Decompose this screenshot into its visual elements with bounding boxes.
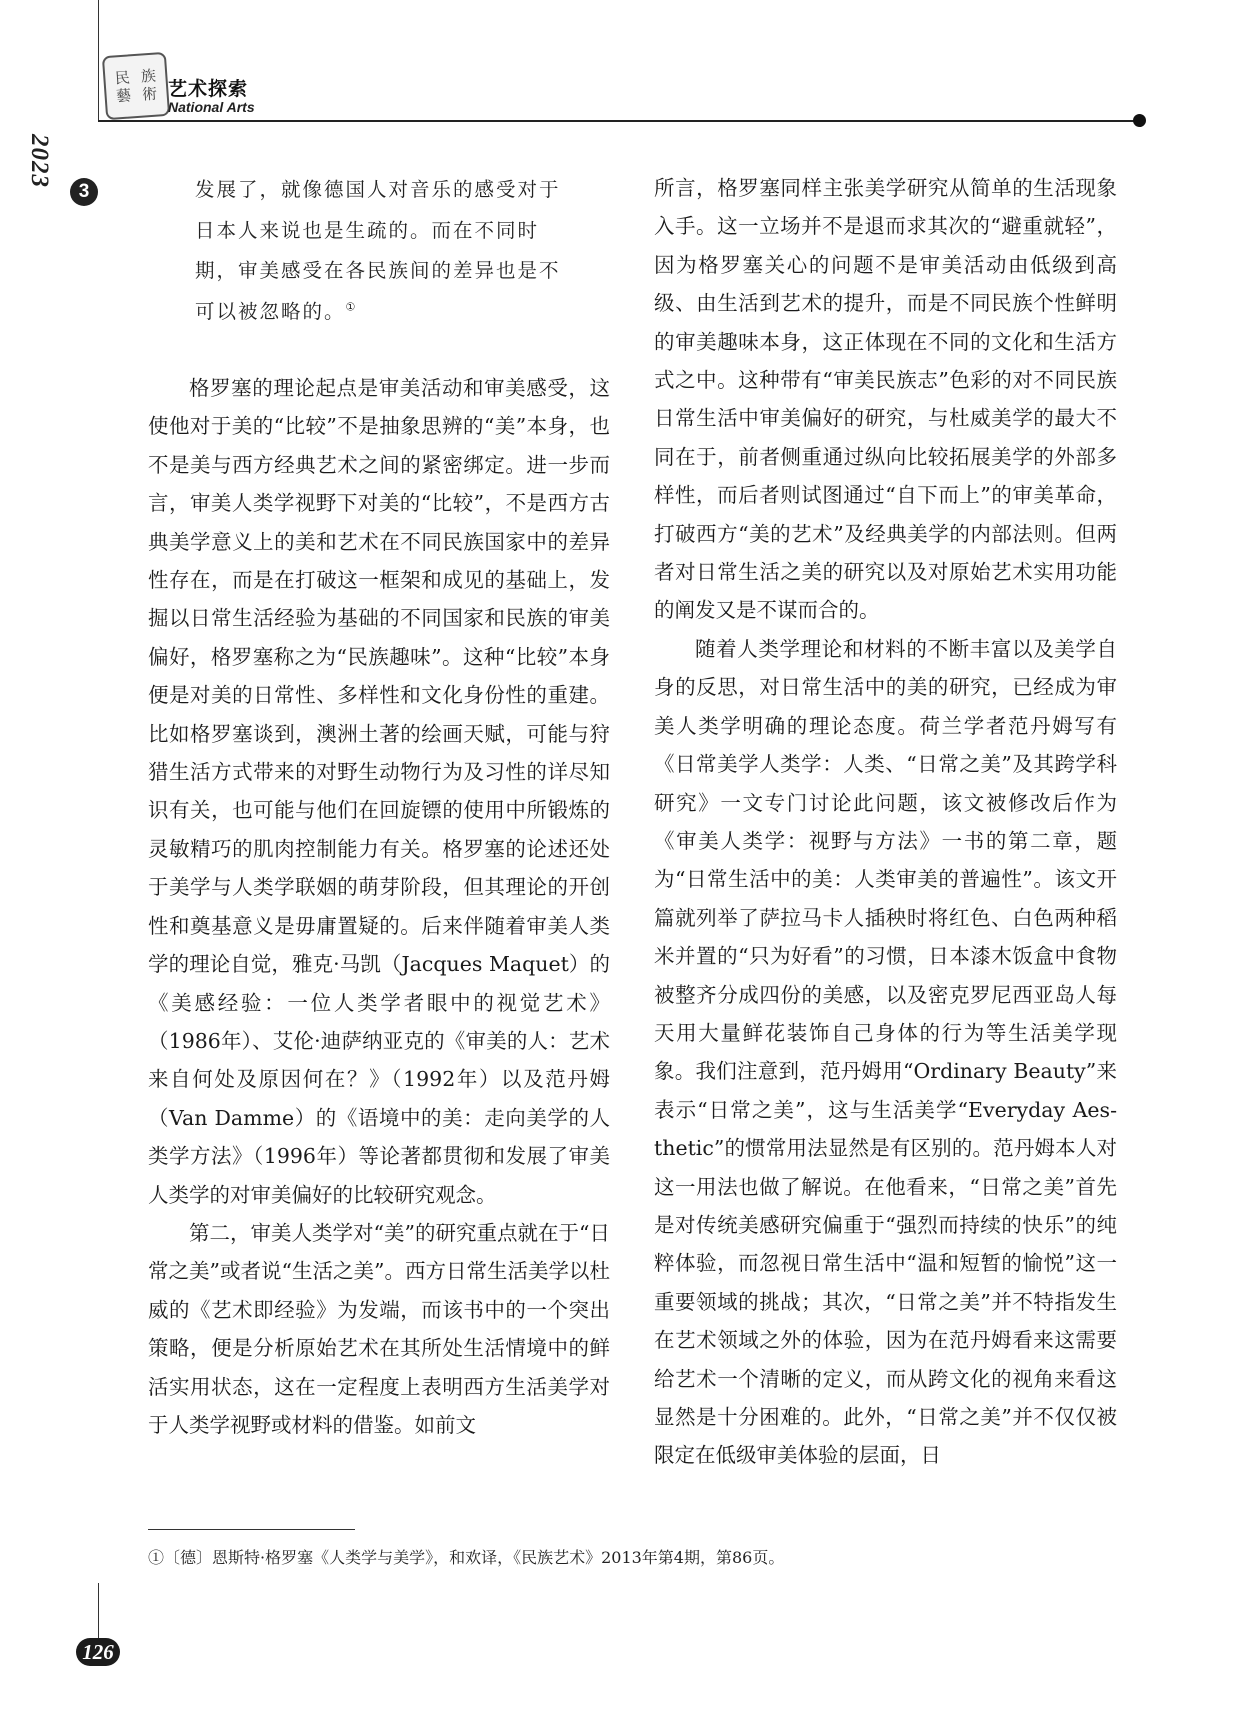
block-quote [195, 170, 580, 332]
footnote-rule [148, 1529, 355, 1530]
journal-title-en: National Arts [168, 99, 255, 115]
quote-text: 发展了，就像德国人对音乐的感受对于日本人来说也是生疏的。而在不同时期，审美感受在各民族间的差异也是不可以被忽略的。 [195, 178, 561, 323]
issue-number-badge: 3 [70, 178, 98, 206]
seal-char: 民 [114, 68, 131, 88]
paragraph: 所言，格罗塞同样主张美学研究从简单的生活现象入手。这一立场并不是退而求其次的“避重就轻”，因为格罗塞关心的问题不是审美活动由低级到高级、由生活到艺术的提升，而是不同民族个性鲜明的审美趣味本身，这正体现在不同的文化和生活方式之中。这种带有“审美民族志”色彩的对不同民族日常生活中审美偏好的研究，与杜威美学的最大不同在于，前者侧重通过纵向比较拓展美学的外部多样性，而后者则试图通过“自下而上”的审美革命，打破西方“美的艺术”及经典美学的内部法则。但两者对日常生活之美的研究以及对原始艺术实用功能的阐发又是不谋而合的。 [654, 176, 1117, 623]
paragraph: 第二，审美人类学对“美”的研究重点就在于“日常之美”或者说“生活之美”。西方日常生活美学以杜威的《艺术即经验》为发端，而该书中的一个突出策略，便是分析原始艺术在其所处生活情境中的鲜活实用状态，这在一定程度上表明西方生活美学对于人类学视野或材料的借鉴。如前文 [148, 1220, 610, 1437]
page-number: 126 [76, 1638, 120, 1666]
seal-char: 藝 [115, 86, 132, 106]
header-rule [98, 120, 1140, 122]
footnote: ①〔德〕恩斯特·格罗塞《人类学与美学》，和欢译，《民族艺术》2013年第4期，第86页。 [148, 1548, 785, 1567]
footnote-ref: ① [345, 300, 358, 313]
right-column [654, 169, 1117, 1475]
issue-year: 2023 [26, 134, 53, 188]
journal-seal-logo [102, 52, 170, 120]
left-column [148, 369, 610, 1444]
header-vertical-rule [98, 0, 99, 122]
seal-char: 族 [140, 66, 157, 86]
header-rule-dot [1133, 114, 1146, 127]
footer-vertical-rule [98, 1583, 99, 1641]
journal-title-cn: 艺术探索 [168, 78, 249, 100]
seal-char: 術 [141, 84, 158, 104]
paragraph: 格罗塞的理论起点是审美活动和审美感受，这使他对于美的“比较”不是抽象思辨的“美”本身，也不是美与西方经典艺术之间的紧密绑定。进一步而言，审美人类学视野下对美的“比较”，不是西方古典美学意义上的美和艺术在不同民族国家中的差异性存在，而是在打破这一框架和成见的基础上，发掘以日常生活经验为基础的不同国家和民族的审美偏好，格罗塞称之为“民族趣味”。这种“比较”本身便是对美的日常性、多样性和文化身份性的重建。比如格罗塞谈到，澳洲土著的绘画天赋，可能与狩猎生活方式带来的对野生动物行为及习性的详尽知识有关，也可能与他们在回旋镖的使用中所锻炼的灵敏精巧的肌肉控制能力有关。格罗塞的论述还处于美学与人类学联姻的萌芽阶段，但其理论的开创性和奠基意义是毋庸置疑的。后来伴随着审美人类学的理论自觉，雅克·马凯（Jacques Maquet）的《美感经验：一位人类学者眼中的视觉艺术》（1986年）、艾伦·迪萨纳亚克的《审美的人：艺术来自何处及原因何在？》（1992年）以及范丹姆（Van Damme）的《语境中的美：走向美学的人类学方法》（1996年）等论著都贯彻和发展了审美人类学的对审美偏好的比较研究观念。 [148, 376, 610, 1207]
paragraph: 随着人类学理论和材料的不断丰富以及美学自身的反思，对日常生活中的美的研究，已经成为审美人类学明确的理论态度。荷兰学者范丹姆写有《日常美学人类学：人类、“日常之美”及其跨学科研究》一文专门讨论此问题，该文被修改后作为《审美人类学：视野与方法》一书的第二章，题为“日常生活中的美：人类审美的普遍性”。该文开篇就列举了萨拉马卡人插秧时将红色、白色两种稻米并置的“只为好看”的习惯，日本漆木饭盒中食物被整齐分成四份的美感，以及密克罗尼西亚岛人每天用大量鲜花装饰自己身体的行为等生活美学现象。我们注意到，范丹姆用“Ordinary Beauty”来表示“日常之美”，这与生活美学“Everyday Aes-thetic”的惯常用法显然是有区别的。范丹姆本人对这一用法也做了解说。在他看来，“日常之美”首先是对传统美感研究偏重于“强烈而持续的快乐”的纯粹体验，而忽视日常生活中“温和短暂的愉悦”这一重要领域的挑战；其次，“日常之美”并不特指发生在艺术领域之外的体验，因为在范丹姆看来这需要给艺术一个清晰的定义，而从跨文化的视角来看这显然是十分困难的。此外，“日常之美”并不仅仅被限定在低级审美体验的层面，日 [654, 636, 1117, 1468]
